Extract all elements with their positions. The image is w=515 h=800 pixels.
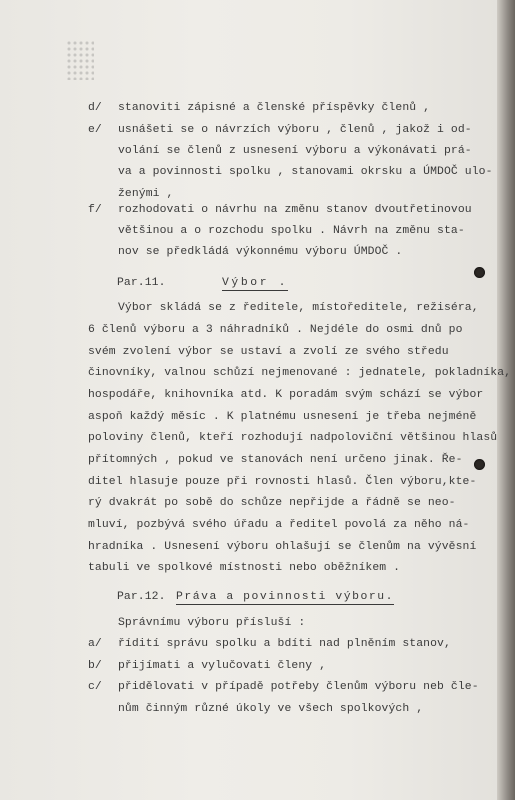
text-line: poloviny členů, kteří rozhodují nadpoloviční většinou hlasů [88, 432, 498, 444]
text-line: přidělovati v případě potřeby členům výboru neb čle- [118, 681, 479, 693]
paragraph-title: Výbor . [222, 277, 289, 289]
item-label-e: e/ [88, 124, 102, 136]
text-line: řídití správu spolku a bdíti nad plněním stanov, [118, 638, 451, 650]
text-line: přítomných , pokud ve stanovách není určeno jinak. Ře- [88, 454, 463, 466]
text-line: hradníka . Usnesení výboru ohlašují se členům na vývěsní [88, 541, 477, 553]
paragraph-title: Práva a povinnosti výboru. [176, 591, 395, 603]
text-line: přijímati a vylučovati členy , [118, 660, 327, 672]
item-label-d: d/ [88, 102, 102, 114]
item-label-b: b/ [88, 660, 102, 672]
item-label-a: a/ [88, 638, 102, 650]
text-line: činovníky, valnou schůzí nejmenované : jednatele, pokladníka, [88, 367, 512, 379]
text-line: nov se předkládá výkonnému výboru ÚMDOČ . [118, 246, 403, 258]
item-label-f: f/ [88, 204, 102, 216]
text-line: usnášeti se o návrzích výboru , členů , jakož i od- [118, 124, 472, 136]
text-line: Správnímu výboru přísluší : [118, 617, 306, 629]
text-line: volání se členů z usnesení výboru a výkonávati prá- [118, 145, 472, 157]
item-label-c: c/ [88, 681, 102, 693]
text-line: aspoň každý měsíc . K platnému usnesení je třeba nejméně [88, 411, 477, 423]
paragraph-number: Par.11. [117, 277, 166, 289]
page-edge-shadow [497, 0, 515, 800]
text-line: rý dvakrát po sobě do schůze nepřijde a řádně se neo- [88, 497, 456, 509]
text-line: hospodáře, knihovníka atd. K poradám svým schází se výbor [88, 389, 484, 401]
text-line: většinou a o rozchodu spolku . Návrh na změnu sta- [118, 225, 465, 237]
text-line: tabuli ve spolkové místnosti nebo oběžníkem . [88, 562, 401, 574]
text-line: rozhodovati o návrhu na změnu stanov dvoutřetinovou [118, 204, 472, 216]
text-line: svém zvolení výbor se ustaví a zvolí ze svého středu [88, 346, 449, 358]
text-line: mluví, pozbývá svého úřadu a ředitel povolá za něho ná- [88, 519, 470, 531]
text-line: Výbor skládá se z ředitele, místoředitele, režiséra, [118, 302, 479, 314]
text-line: ženými , [118, 188, 174, 200]
text-line: 6 členů výboru a 3 náhradníků . Nejdéle do osmi dnů po [88, 324, 463, 336]
text-line: nům činným různé úkoly ve všech spolkových , [118, 703, 424, 715]
text-line: va a povinnosti spolku , stanovami okrsku a ÚMDOČ ulo- [118, 166, 493, 178]
paragraph-number: Par.12. [117, 591, 166, 603]
text-line: stanoviti zápisné a členské příspěvky členů , [118, 102, 431, 114]
text-line: ditel hlasuje pouze při rovnosti hlasů. Člen výboru,kte- [88, 476, 477, 488]
